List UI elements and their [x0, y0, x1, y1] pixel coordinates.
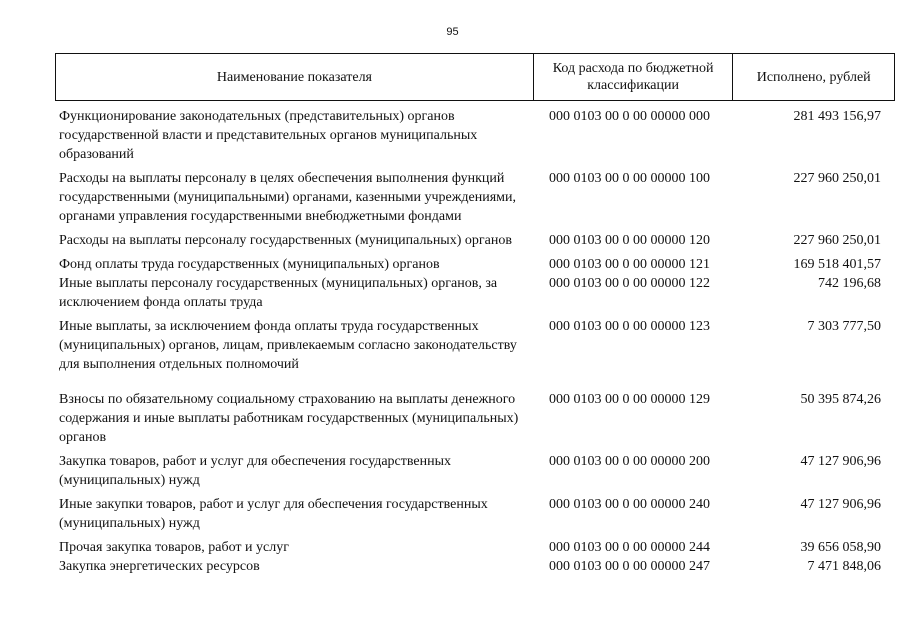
- row-code: 000 0103 00 0 00 00000 123: [549, 319, 710, 334]
- table-row: [55, 231, 895, 250]
- row-name: Иные выплаты персоналу государственных (муниципальных) органов, за исключением фонда оплаты труда: [59, 276, 498, 310]
- page-number: 95: [446, 26, 459, 38]
- row-amount: 227 960 250,01: [793, 171, 881, 186]
- row-amount: 39 656 058,90: [800, 540, 881, 555]
- header-code: Код расхода по бюджетной классификации: [533, 54, 733, 100]
- row-name: Прочая закупка товаров, работ и услуг: [59, 540, 289, 555]
- row-amount: 47 127 906,96: [800, 497, 881, 512]
- row-name: Фонд оплаты труда государственных (муниципальных) органов: [59, 257, 440, 272]
- table-row: [55, 495, 895, 533]
- row-code: 000 0103 00 0 00 00000 240: [549, 497, 710, 512]
- row-name: Иные закупки товаров, работ и услуг для обеспечения государственных (муниципальных) нужд: [59, 497, 488, 531]
- row-amount: 7 303 777,50: [807, 319, 881, 334]
- row-code: 000 0103 00 0 00 00000 100: [549, 171, 710, 186]
- row-code: 000 0103 00 0 00 00000 121: [549, 257, 710, 272]
- table-row: [55, 538, 895, 557]
- row-code: 000 0103 00 0 00 00000 000: [549, 109, 710, 124]
- header-name: Наименование показателя: [216, 69, 372, 85]
- table-row: [55, 169, 895, 226]
- row-amount: 742 196,68: [818, 276, 881, 291]
- row-name: Расходы на выплаты персоналу в целях обеспечения выполнения функций государственными (муниципальными) органами, казенными учреждениями, органами управления государственными внебюджетными фондами: [59, 171, 516, 224]
- row-code: 000 0103 00 0 00 00000 120: [549, 233, 710, 248]
- table-row: [55, 107, 895, 164]
- row-amount: 50 395 874,26: [800, 392, 881, 407]
- row-name: Функционирование законодательных (представительных) органов государственной власти и представительных органов муниципальных образований: [59, 109, 478, 162]
- table-row: [55, 317, 895, 374]
- table-row: [55, 274, 895, 312]
- row-code: 000 0103 00 0 00 00000 247: [549, 559, 710, 574]
- row-code: 000 0103 00 0 00 00000 122: [549, 276, 710, 291]
- table-row: [55, 452, 895, 490]
- row-amount: 281 493 156,97: [793, 109, 881, 124]
- table-row: [55, 255, 895, 274]
- row-code: 000 0103 00 0 00 00000 244: [549, 540, 710, 555]
- row-amount: 47 127 906,96: [800, 454, 881, 469]
- table-header: [55, 53, 895, 101]
- row-name: Закупка энергетических ресурсов: [59, 559, 260, 574]
- row-name: Расходы на выплаты персоналу государственных (муниципальных) органов: [59, 233, 512, 248]
- table-body: [55, 107, 895, 576]
- row-name: Взносы по обязательному социальному страхованию на выплаты денежного содержания и иные выплаты работникам государственных (муниципальных) органов: [59, 392, 519, 445]
- table-row: [55, 390, 895, 447]
- row-code: 000 0103 00 0 00 00000 200: [549, 454, 710, 469]
- row-name: Иные выплаты, за исключением фонда оплаты труда государственных (муниципальных) органов, лицам, привлекаемым согласно законодательству для выполнения отдельных полномочий: [59, 319, 517, 372]
- table-row: [55, 557, 895, 576]
- row-amount: 169 518 401,57: [793, 257, 881, 272]
- header-amount: Исполнено, рублей: [732, 54, 894, 100]
- row-name: Закупка товаров, работ и услуг для обеспечения государственных (муниципальных) нужд: [59, 454, 452, 488]
- row-amount: 227 960 250,01: [793, 233, 881, 248]
- row-code: 000 0103 00 0 00 00000 129: [549, 392, 710, 407]
- row-amount: 7 471 848,06: [807, 559, 881, 574]
- expenditure-table: [55, 53, 895, 576]
